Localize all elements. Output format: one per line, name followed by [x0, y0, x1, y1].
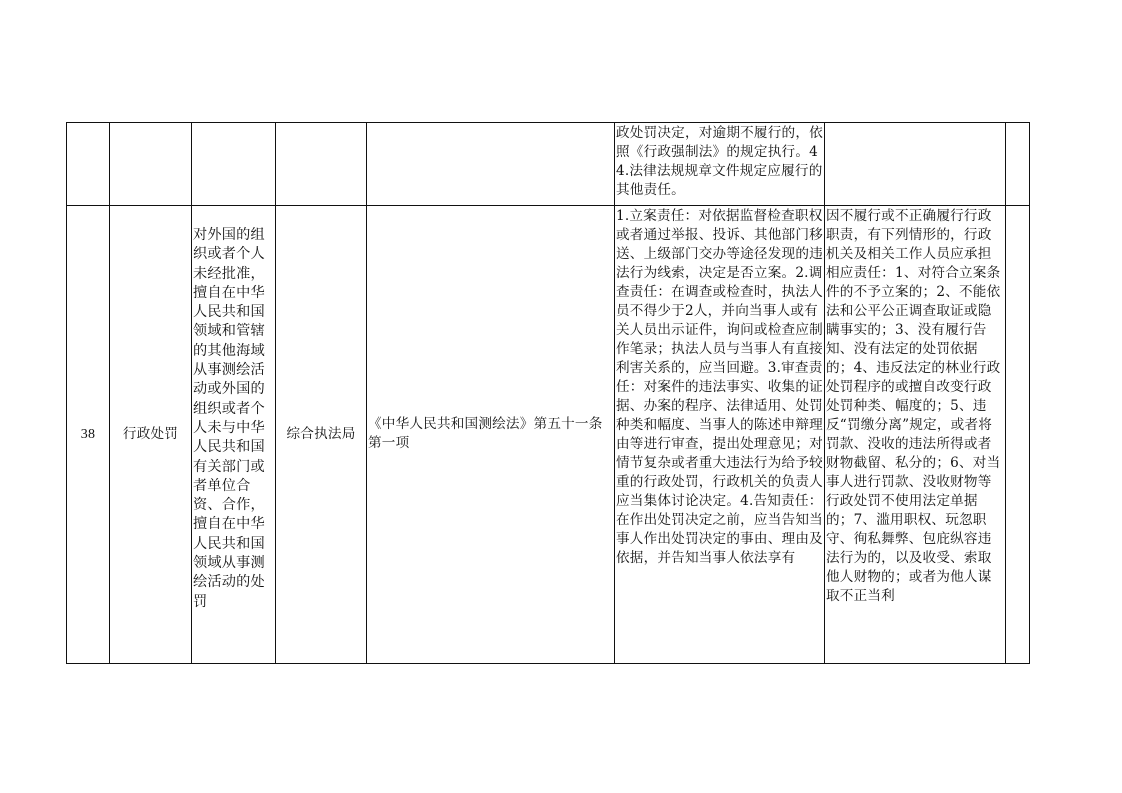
remarks-cell — [1007, 207, 1029, 662]
table-top-border — [66, 122, 1030, 123]
col-border-8 — [1029, 122, 1030, 664]
dept-cell: 综合执法局 — [286, 425, 356, 442]
row1-duties-cell: 政处罚决定，对逾期不履行的，依照《行政强制法》的规定执行。44.法律法规规章文件规定应履行的其他责任。 — [616, 125, 823, 198]
row-category: 行政处罚 — [122, 425, 179, 442]
basis-cell: 《中华人民共和国测绘法》第五十一条第一项 — [368, 416, 603, 451]
duties-cell: 1.立案责任：对依据监督检查职权或者通过举报、投诉、其他部门移送、上级部门交办等途径发现的违法行为线索，决定是否立案。2.调查责任：在调查或检查时，执法人员不得少于2人，并向当事人或有关人员出示证件，询问或检查应制作笔录；执法人员与当事人有直接利害关系的，应当回避。3.审查责任：对案件的违法事实、收集的证据、办案的程序、法律适用、处罚种类和幅度、当事人的陈述申辩理由等进行审查，提出处理意见；对情节复杂或者重大违法行为给予较重的行政处罚，行政机关的负责人应当集体讨论决定。4.告知责任：在作出处罚决定之前，应当告知当事人作出处罚决定的事由、理由及依据，并告知当事人依法享有 — [616, 208, 823, 566]
accountability-cell: 因不履行或不正确履行行政职责，有下列情形的，行政机关及相关工作人员应承担相应责任：1、对符合立案条件的不予立案的；2、不能依法和公平公正调查取证或隐瞒事实的；3、没有履行告知、没有法定的处罚依据的；4、违反法定的林业行政处罚程序的或擅自改变行政处罚种类、幅度的；5、违反“罚缴分离”规定，或者将罚款、没收的违法所得或者财物截留、私分的；6、对当事人进行罚款、没收财物等行政处罚不使用法定单据的；7、滥用职权、玩忽职守、徇私舞弊、包庇纵容违法行为的，以及收受、索取他人财物的；或者为他人谋取不正当利 — [826, 208, 1001, 604]
row-index: 38 — [80, 426, 96, 442]
table-bottom-border — [66, 663, 1030, 664]
basis-cell-wrapper — [368, 206, 614, 662]
item-name-cell: 对外国的组织或者个人未经批准，擅自在中华人民共和国领域和管辖的其他海域从事测绘活动或外国的组织或者个人未与中华人民共和国有关部门或者单位合资、合作，擅自在中华人民共和国领域从事测绘活动的处罚 — [193, 227, 265, 610]
